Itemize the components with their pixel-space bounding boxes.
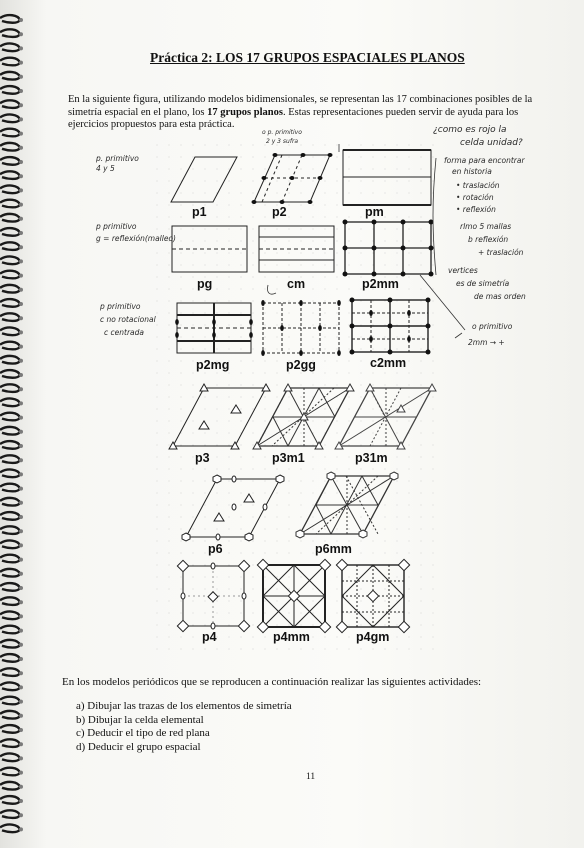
- binding-hole: [19, 316, 23, 320]
- binding-hole: [19, 46, 23, 50]
- note-right-6: • rotación: [456, 193, 494, 202]
- spiral-coil: [0, 825, 20, 833]
- note-right-2: celda unidad?: [460, 138, 523, 148]
- spiral-coil: [0, 441, 20, 449]
- spiral-coil: [0, 626, 20, 634]
- binding-hole: [19, 487, 23, 491]
- spiral-coil: [0, 484, 20, 492]
- spiral-coil: [0, 782, 20, 790]
- label-p31m: p31m: [355, 451, 388, 465]
- label-p4gm: p4gm: [356, 630, 390, 644]
- binding-hole: [19, 728, 23, 732]
- binding-hole: [19, 160, 23, 164]
- note-right-3: forma para encontrar: [444, 156, 525, 165]
- note-right-7: • reflexión: [456, 205, 496, 214]
- spiral-coil: [0, 29, 20, 37]
- binding-hole: [19, 231, 23, 235]
- spiral-coil: [0, 612, 20, 620]
- spiral-coil: [0, 739, 20, 747]
- note-top-1: o p. primitivo: [262, 129, 302, 136]
- spiral-coil: [0, 285, 20, 293]
- spiral-coil: [0, 640, 20, 648]
- spiral-binding: [0, 15, 23, 832]
- spiral-coil: [0, 328, 20, 336]
- intro-text-1: En la siguiente figura, utilizando modelos bidimensionales, se representan las 17 combinaciones posibles de la simetría espacial en el plano, los: [68, 94, 533, 118]
- binding-hole: [19, 18, 23, 22]
- spiral-coil: [0, 257, 20, 265]
- spiral-coil: [0, 455, 20, 463]
- task-item: b) Dibujar la celda elemental: [76, 713, 204, 726]
- binding-hole: [19, 700, 23, 704]
- note-left-4: g = reflexión(malleo): [96, 234, 176, 243]
- note-right-12: es de simetría: [456, 279, 510, 288]
- intro-bold: 17 grupos planos: [207, 106, 283, 118]
- binding-hole: [19, 359, 23, 363]
- binding-hole: [19, 203, 23, 207]
- note-right-15: 2mm → +: [468, 338, 505, 347]
- binding-hole: [19, 600, 23, 604]
- task-item: c) Deducir el tipo de red plana: [76, 727, 210, 739]
- label-p2gg: p2gg: [286, 358, 316, 372]
- task-list: [76, 700, 292, 754]
- page-number: 11: [306, 772, 316, 782]
- diagram-p4mm: [257, 559, 330, 632]
- binding-hole: [19, 501, 23, 505]
- spiral-coil: [0, 413, 20, 421]
- binding-hole: [19, 217, 23, 221]
- note-top-2: 2 y 3 sufra: [266, 138, 299, 145]
- spiral-coil: [0, 569, 20, 577]
- note-right-10: + traslación: [478, 248, 524, 257]
- binding-hole: [19, 61, 23, 65]
- binding-hole: [19, 614, 23, 618]
- binding-hole: [19, 671, 23, 675]
- note-right-9: b reflexión: [468, 235, 509, 244]
- spiral-coil: [0, 214, 20, 222]
- label-p2mm: p2mm: [362, 277, 399, 291]
- binding-hole: [19, 771, 23, 775]
- label-p1: p1: [192, 205, 207, 219]
- binding-hole: [19, 32, 23, 36]
- binding-hole: [19, 714, 23, 718]
- spiral-coil: [0, 427, 20, 435]
- spiral-coil: [0, 100, 20, 108]
- label-p2: p2: [272, 205, 287, 219]
- note-left-5: p primitivo: [100, 302, 141, 311]
- binding-hole: [19, 345, 23, 349]
- binding-hole: [19, 586, 23, 590]
- binding-hole: [19, 472, 23, 476]
- spiral-coil: [0, 129, 20, 137]
- binding-hole: [19, 444, 23, 448]
- spiral-coil: [0, 356, 20, 364]
- binding-hole: [19, 742, 23, 746]
- spiral-coil: [0, 171, 20, 179]
- binding-hole: [19, 657, 23, 661]
- spiral-coil: [0, 58, 20, 66]
- binding-hole: [19, 643, 23, 647]
- note-right-13: de mas orden: [474, 292, 526, 301]
- binding-hole: [19, 430, 23, 434]
- note-left-6: c no rotacional: [100, 315, 156, 324]
- binding-hole: [19, 458, 23, 462]
- note-right-4: en historia: [452, 167, 492, 176]
- binding-hole: [19, 529, 23, 533]
- note-left-2: 4 y 5: [96, 164, 115, 173]
- binding-hole: [19, 827, 23, 831]
- binding-hole: [19, 685, 23, 689]
- note-right-8: rlmo 5 mallas: [460, 222, 512, 231]
- spiral-coil: [0, 157, 20, 165]
- note-left-3: p primitivo: [96, 222, 137, 231]
- spiral-coil: [0, 512, 20, 520]
- spiral-coil: [0, 725, 20, 733]
- note-left-1: p. primitivo: [96, 154, 139, 163]
- binding-hole: [19, 245, 23, 249]
- spiral-coil: [0, 115, 20, 123]
- label-p3: p3: [195, 451, 210, 465]
- label-p3m1: p3m1: [272, 451, 305, 465]
- spiral-coil: [0, 86, 20, 94]
- spiral-coil: [0, 370, 20, 378]
- binding-hole: [19, 330, 23, 334]
- spiral-coil: [0, 143, 20, 151]
- binding-hole: [19, 259, 23, 263]
- intro-text-2: . Estas representaciones pueden servir de ayuda para los ejercicios propuestos para esta práctica.: [68, 106, 519, 130]
- spiral-coil: [0, 683, 20, 691]
- binding-hole: [19, 756, 23, 760]
- spiral-coil: [0, 810, 20, 818]
- label-c2mm: c2mm: [370, 356, 407, 370]
- instructions: En los modelos periódicos que se reproducen a continuación realizar las siguientes actividades:: [62, 676, 482, 688]
- binding-hole: [19, 373, 23, 377]
- task-item: a) Dibujar las trazas de los elementos de simetría: [76, 700, 292, 712]
- spiral-coil: [0, 384, 20, 392]
- binding-hole: [19, 629, 23, 633]
- spiral-coil: [0, 597, 20, 605]
- spiral-coil: [0, 668, 20, 676]
- binding-hole: [19, 132, 23, 136]
- binding-hole: [19, 785, 23, 789]
- spiral-coil: [0, 200, 20, 208]
- binding-hole: [19, 416, 23, 420]
- binding-hole: [19, 401, 23, 405]
- spiral-coil: [0, 754, 20, 762]
- binding-hole: [19, 387, 23, 391]
- spiral-coil: [0, 342, 20, 350]
- note-right-11: vertices: [448, 266, 478, 275]
- spiral-coil: [0, 526, 20, 534]
- label-p6mm: p6mm: [315, 542, 352, 556]
- spiral-coil: [0, 242, 20, 250]
- spiral-coil: [0, 711, 20, 719]
- binding-hole: [19, 89, 23, 93]
- spiral-coil: [0, 555, 20, 563]
- label-pm: pm: [365, 205, 384, 219]
- label-pg: pg: [197, 277, 213, 291]
- binding-hole: [19, 302, 23, 306]
- note-right-5: • traslación: [456, 181, 500, 190]
- label-p6: p6: [208, 542, 223, 556]
- spiral-coil: [0, 470, 20, 478]
- spiral-coil: [0, 15, 20, 23]
- spiral-coil: [0, 313, 20, 321]
- binding-hole: [19, 543, 23, 547]
- spiral-coil: [0, 72, 20, 80]
- binding-hole: [19, 799, 23, 803]
- binding-hole: [19, 813, 23, 817]
- binding-hole: [19, 188, 23, 192]
- spiral-coil: [0, 541, 20, 549]
- binding-hole: [19, 515, 23, 519]
- binding-hole: [19, 146, 23, 150]
- binding-hole: [19, 75, 23, 79]
- binding-hole: [19, 288, 23, 292]
- label-p4: p4: [202, 630, 217, 644]
- spiral-coil: [0, 299, 20, 307]
- binding-hole: [19, 103, 23, 107]
- spiral-coil: [0, 399, 20, 407]
- page-title: Práctica 2: LOS 17 GRUPOS ESPACIALES PLANOS: [150, 50, 465, 65]
- spiral-coil: [0, 44, 20, 52]
- task-item: d) Deducir el grupo espacial: [76, 740, 201, 753]
- note-right-1: ¿como es rojo la: [433, 125, 507, 135]
- label-p4mm: p4mm: [273, 630, 310, 644]
- note-right-14: o primitivo: [472, 322, 513, 331]
- label-p2mg: p2mg: [196, 358, 230, 372]
- label-cm: cm: [287, 277, 306, 291]
- binding-hole: [19, 572, 23, 576]
- binding-hole: [19, 558, 23, 562]
- note-left-7: c centrada: [104, 328, 144, 337]
- spiral-coil: [0, 654, 20, 662]
- spiral-coil: [0, 796, 20, 804]
- spiral-coil: [0, 498, 20, 506]
- spiral-coil: [0, 768, 20, 776]
- spiral-coil: [0, 697, 20, 705]
- binding-hole: [19, 174, 23, 178]
- spiral-coil: [0, 186, 20, 194]
- binding-hole: [19, 117, 23, 121]
- spiral-coil: [0, 228, 20, 236]
- spiral-coil: [0, 583, 20, 591]
- binding-hole: [19, 274, 23, 278]
- spiral-coil: [0, 271, 20, 279]
